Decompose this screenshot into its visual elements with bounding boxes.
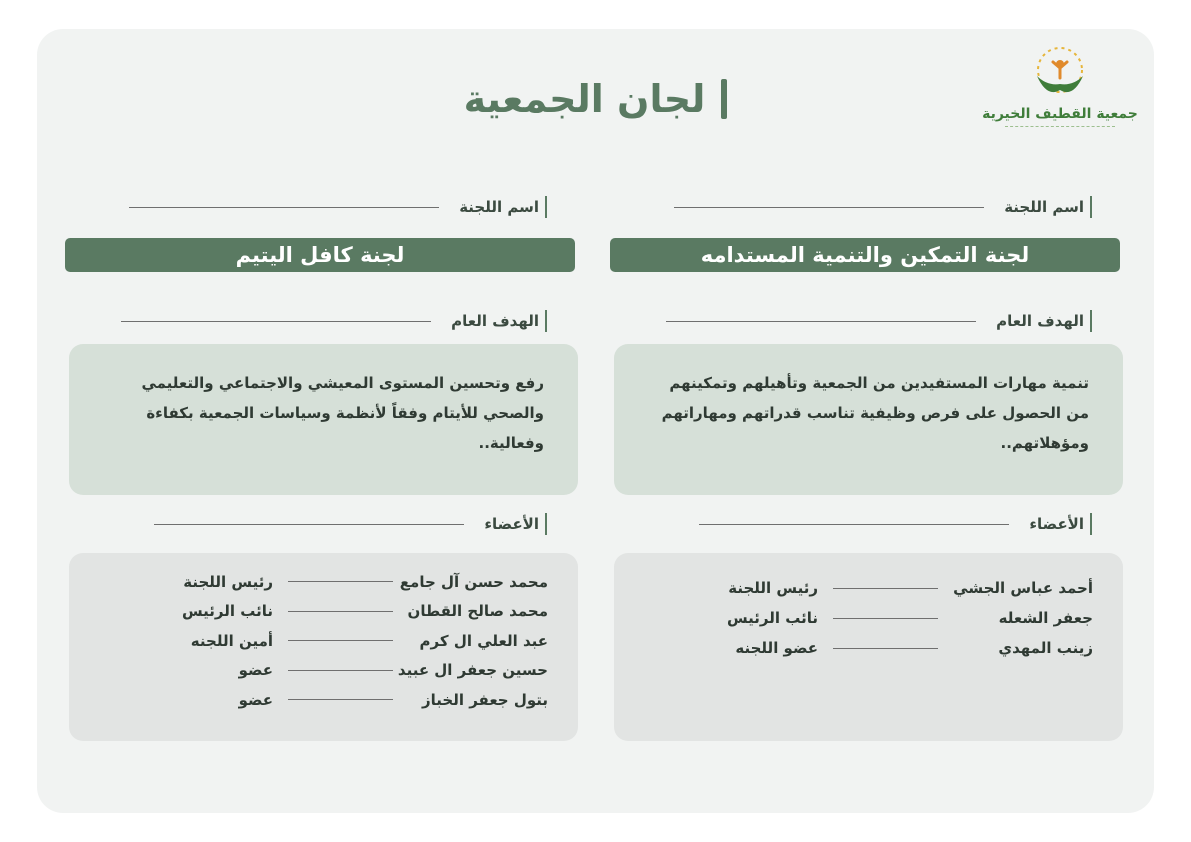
member-name: أحمد عباس الجشي [953,579,1093,597]
committee-name-field [610,194,1122,220]
member-line [288,581,393,582]
members-label: الأعضاء [1029,515,1084,533]
member-name: زينب المهدي [998,639,1093,657]
members-line [699,524,1009,525]
label-accent-tick [545,196,547,218]
goal-text: رفع وتحسين المستوى المعيشي والاجتماعي والتعليمي والصحي للأيتام وفقاً لأنظمة وسياسات الجمعية بكفاءة وفعالية.. [141,374,544,452]
member-row [614,603,1123,633]
general-goal-line [666,321,976,322]
goal-box [69,344,578,495]
member-role: عضو [238,690,273,709]
committee-name-line [129,207,439,208]
member-line [833,618,938,619]
members-box [69,553,578,741]
members-line [154,524,464,525]
member-name: بتول جعفر الخباز [422,690,548,709]
page-title-text: لجان الجمعية [463,77,706,121]
committee-name-label: اسم اللجنة [459,198,539,216]
label-accent-tick [545,310,547,332]
member-line [288,670,393,671]
members-field [610,511,1122,537]
committee-name-field [65,194,577,220]
general-goal-field [610,308,1122,334]
member-row [69,656,578,686]
member-name: محمد صالح القطان [407,602,548,621]
committee-name-bar: لجنة كافل اليتيم [65,238,575,272]
member-row [69,685,578,715]
logo-name: جمعية القطيف الخيرية [982,106,1138,122]
member-role: رئيس اللجنة [728,579,818,597]
members-field [65,511,577,537]
member-row [614,633,1123,663]
committee-name-bar: لجنة التمكين والتنمية المستدامه [610,238,1120,272]
label-accent-tick [1090,196,1092,218]
general-goal-label: الهدف العام [996,312,1084,330]
member-name: جعفر الشعله [998,609,1093,627]
member-row [69,597,578,627]
member-line [288,640,393,641]
label-accent-tick [1090,310,1092,332]
members-box [614,553,1123,741]
member-name: عبد العلي ال كرم [419,631,548,650]
committee-column-1 [610,0,1122,842]
member-role: نائب الرئيس [181,602,273,621]
general-goal-field [65,308,577,334]
member-name: حسين جعفر ال عبيد [397,661,548,680]
member-row [614,573,1123,603]
member-role: عضو اللجنه [735,639,818,657]
goal-box [614,344,1123,495]
general-goal-line [121,321,431,322]
member-name: محمد حسن آل جامع [399,572,548,591]
general-goal-label: الهدف العام [451,312,539,330]
member-role: أمين اللجنه [190,631,273,650]
committee-name-label: اسم اللجنة [1004,198,1084,216]
label-accent-tick [545,513,547,535]
member-row [69,567,578,597]
committee-name-line [674,207,984,208]
member-row [69,626,578,656]
member-line [833,588,938,589]
committee-column-2 [65,0,577,842]
member-role: رئيس اللجنة [183,572,273,591]
goal-text: تنمية مهارات المستفيدين من الجمعية وتأهيلهم وتمكينهم من الحصول على فرص وظيفية تناسب قدراتهم ومهاراتهم ومؤهلاتهم.. [661,374,1089,452]
member-role: عضو [238,661,273,680]
member-line [288,699,393,700]
member-line [833,648,938,649]
member-role: نائب الرئيس [726,609,818,627]
members-label: الأعضاء [484,515,539,533]
member-line [288,611,393,612]
label-accent-tick [1090,513,1092,535]
